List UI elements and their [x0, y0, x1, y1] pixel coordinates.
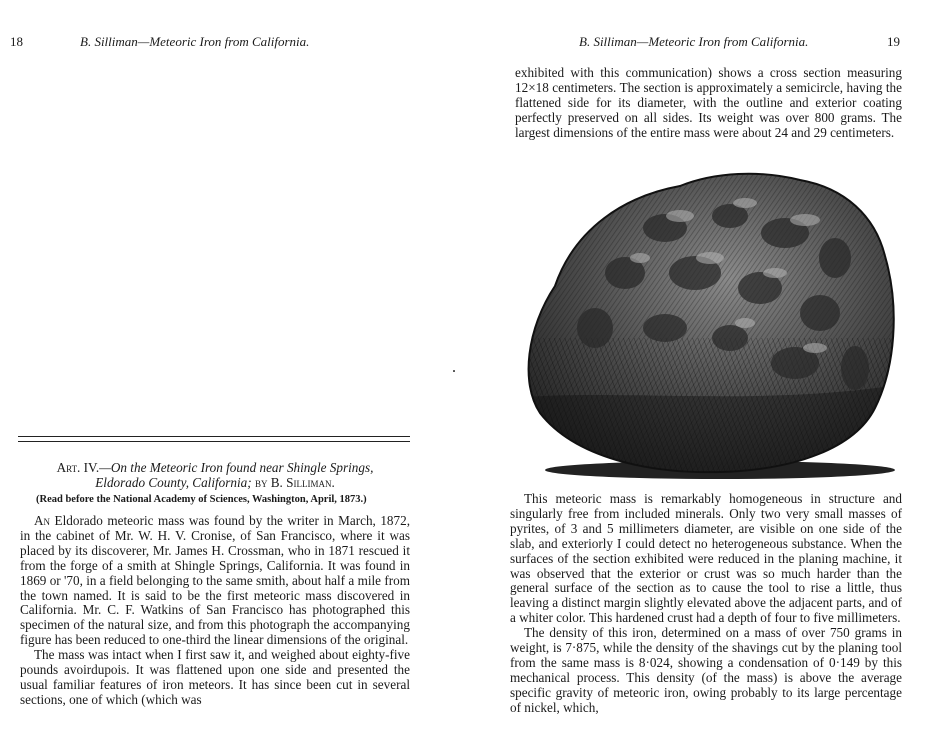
- speck: [453, 370, 455, 372]
- article-title-line1: —On the Meteoric Iron found near Shingle Springs,: [99, 460, 374, 475]
- article-title-line2: Eldorado County, California;: [95, 475, 252, 490]
- paragraph-3: This meteoric mass is remarkably homogeneous in structure and singularly free from included minerals. Only two very small masses of pyrites, of 3 and 5 millimeters diameter, are visible on one side of the slab, and exteriorly I could detect no heterogeneous substance. When the surfaces of the section exhibited were reduced in the planing machine, it was observed that the exterior or crust was so much harder than the general surface of the section as to cause the tool to rise a little, thus leaving a distinct margin slightly elevated above the adjacent parts, and of a whiter color. This hardened crust had a depth of four to five millimeters.: [510, 491, 902, 626]
- article-byline: by B. Silliman.: [254, 475, 335, 490]
- right-page-number: 19: [887, 34, 900, 49]
- meteorite-figure: [515, 158, 910, 488]
- article-heading: [20, 460, 410, 490]
- paragraph-4: The density of this iron, determined on a mass of over 750 grams in weight, is 7·875, while the density of the shavings cut by the planing tool from the same mass is 8·024, showing a condensation of 0·149 by this mechanical process. This density (of the mass) is above the average specific gravity of meteoric iron, owing probably to its large percentage of nickel, which,: [510, 625, 902, 715]
- paragraph-1: [20, 514, 410, 648]
- article-label: Art. IV.: [56, 460, 100, 475]
- left-running-head: B. Silliman—Meteoric Iron from California.: [80, 34, 310, 49]
- right-running-head: B. Silliman—Meteoric Iron from California.: [579, 34, 809, 49]
- right-top-text: [515, 66, 902, 141]
- paragraph-1-text: Eldorado meteoric mass was found by the writer in March, 1872, in the cabinet of Mr. W. H. V. Cronise, of San Francisco, where it was placed by its discoverer, Mr. James H. Crossman, who in 1871 rescued it from the forge of a smith at Shingle Springs, California. It was found in 1869 or '70, in a field belonging to the same smith, about half a mile from the town named. It is said to be the first meteoric mass discovered in California. Mr. C. F. Watkins of San Francisco has photographed this specimen of the natural size, and from this photograph the accompanying figure has been reduced to one-third the linear dimensions of the original.: [20, 513, 410, 648]
- left-body-text: [20, 514, 410, 708]
- read-note: (Read before the National Academy of Sciences, Washington, April, 1873.): [36, 494, 367, 505]
- left-page-number: 18: [10, 34, 23, 49]
- meteorite-texture: [515, 158, 910, 488]
- article-divider-rule: [18, 436, 410, 442]
- paragraph-2: The mass was intact when I first saw it, and weighed about eighty-five pounds avoirdupois. It was flattened upon one side and presented the usual familiar features of iron meteors. It has since been cut in several sections, one of which (which was: [20, 647, 410, 707]
- continuation-paragraph: exhibited with this communication) shows a cross section measuring 12×18 centimeters. The section is approximately a semicircle, having the flattened side for its diameter, with the outline and exterior coating perfectly preserved on all sides. Its weight was over 800 grams. The largest dimensions of the entire mass were about 24 and 29 centimeters.: [515, 65, 902, 140]
- paragraph-lead: An: [34, 513, 51, 528]
- right-body-text: [510, 492, 902, 716]
